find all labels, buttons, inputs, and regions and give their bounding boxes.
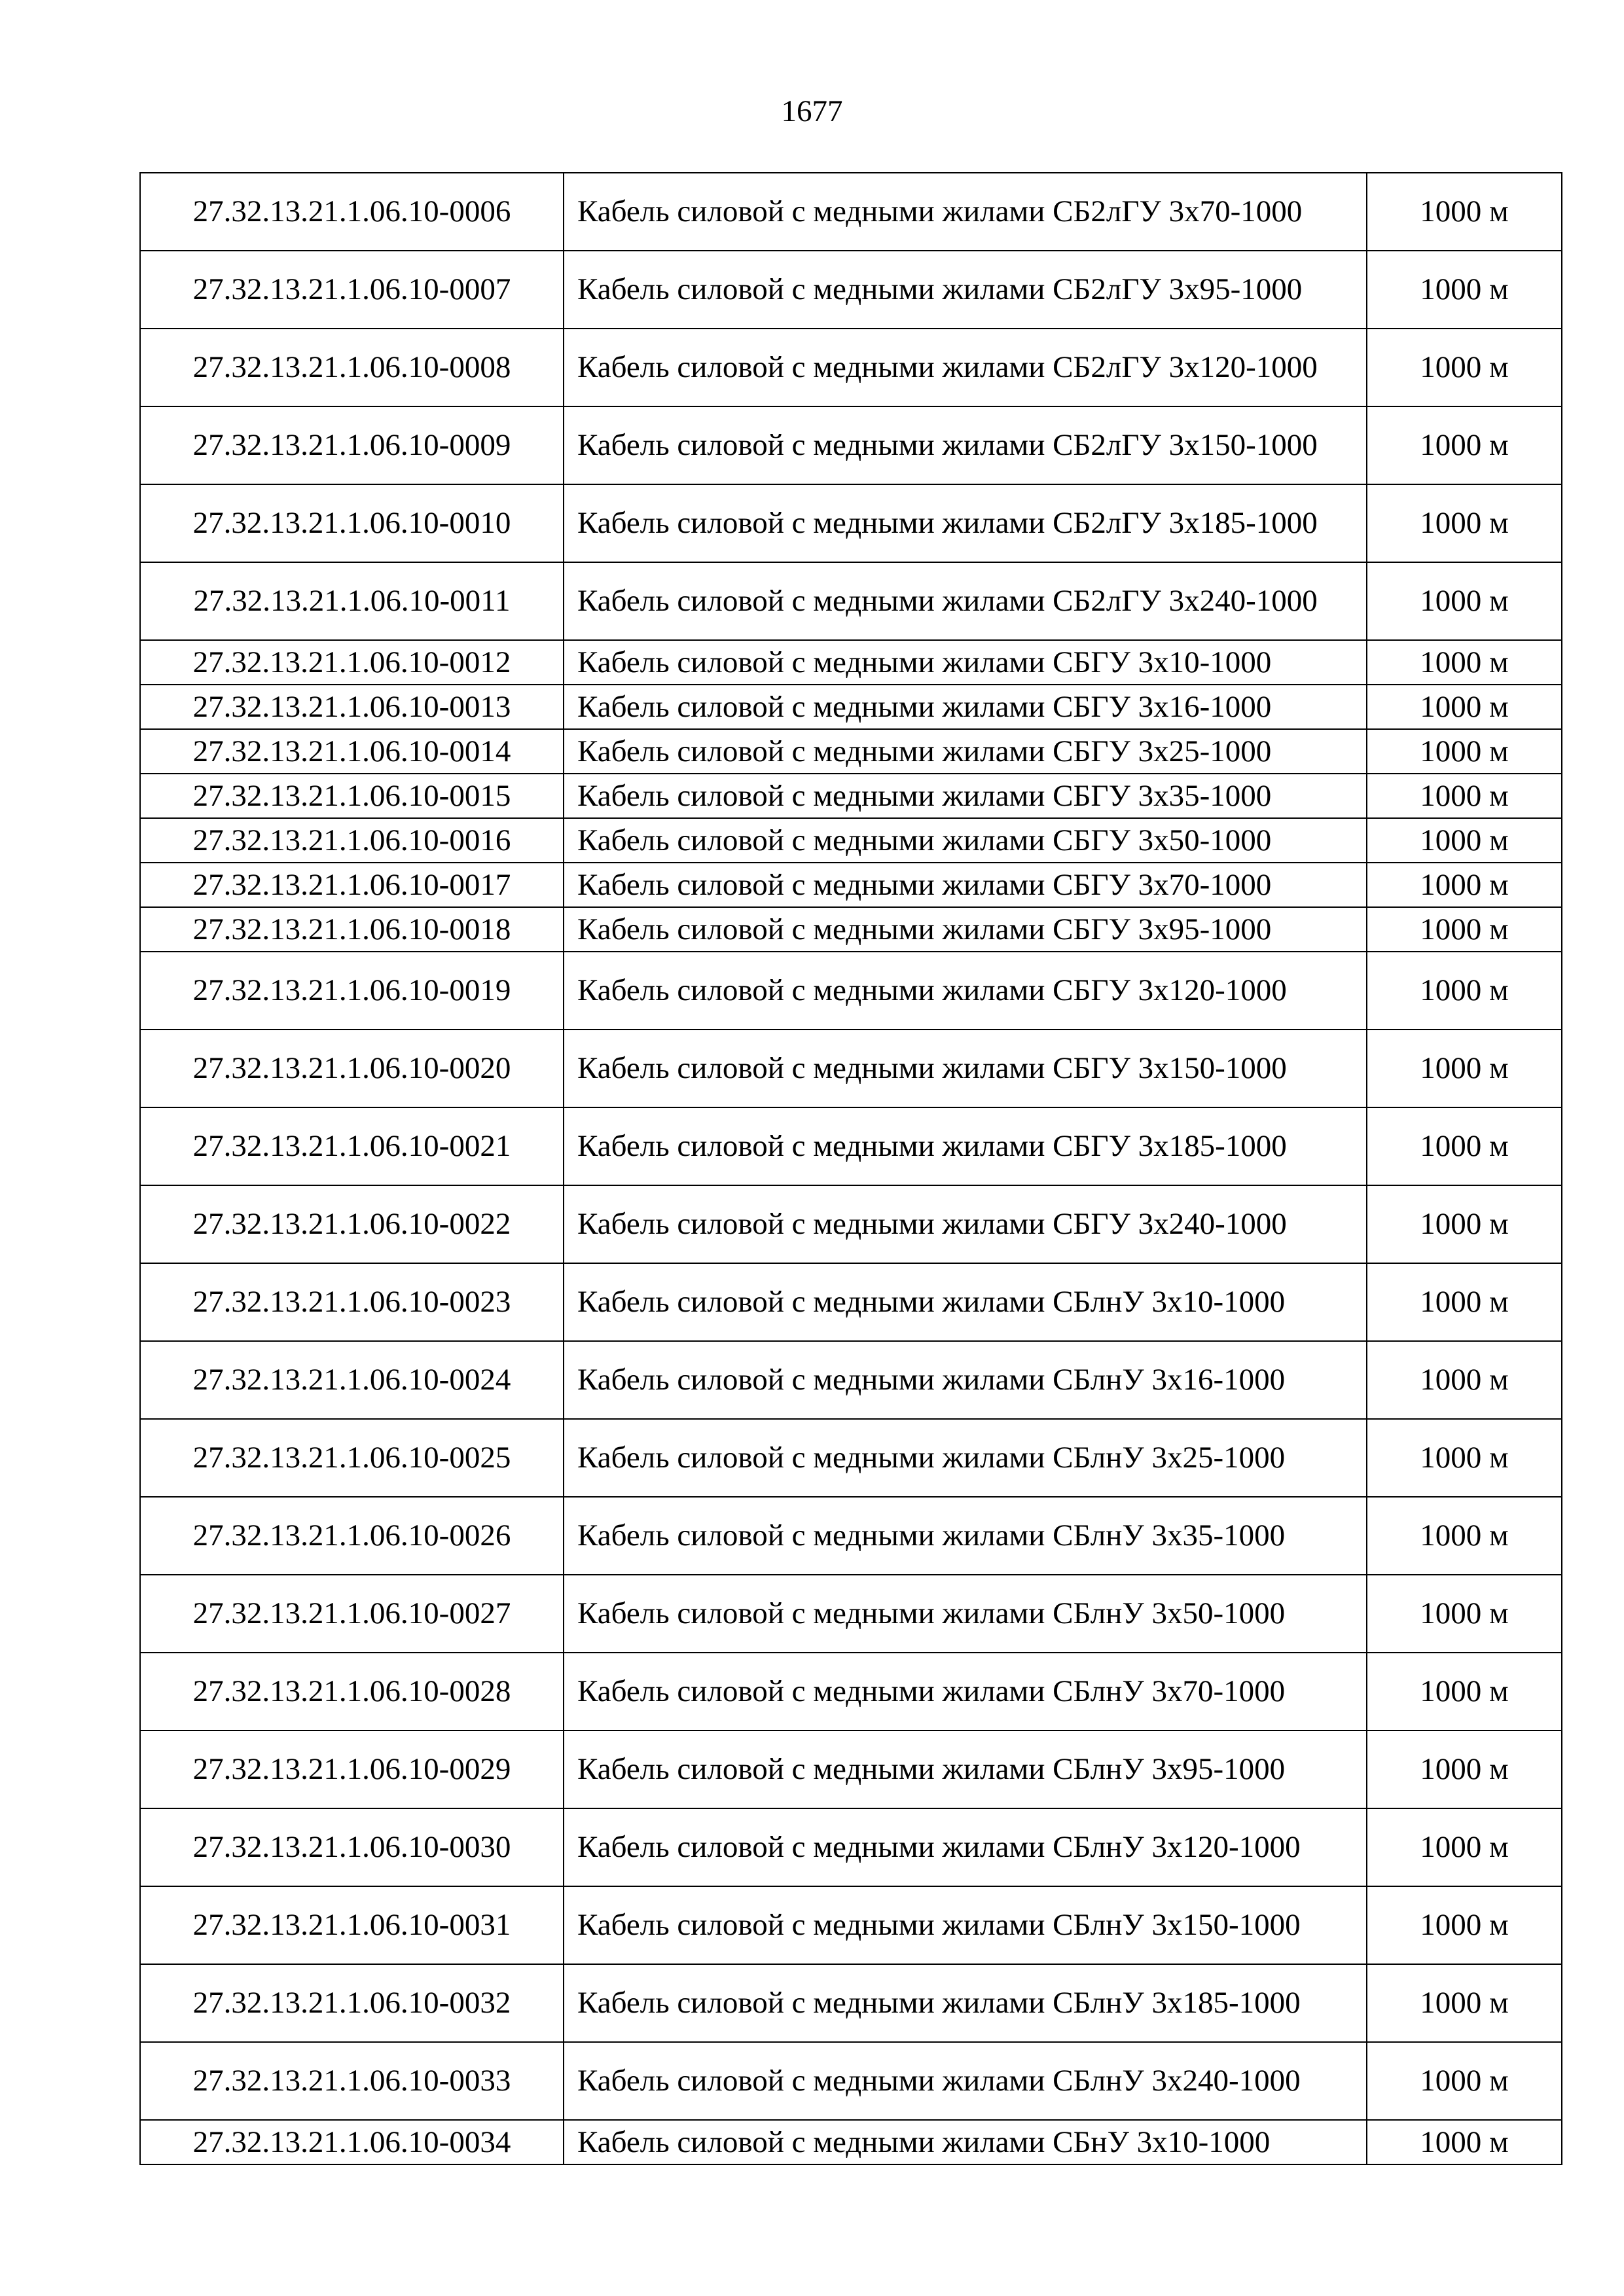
unit-cell: 1000 м (1367, 484, 1562, 562)
resource-description-cell: Кабель силовой с медными жилами СБГУ 3х10-1000 (564, 640, 1367, 685)
resource-code-cell: 27.32.13.21.1.06.10-0020 (140, 1030, 564, 1107)
resource-description-cell: Кабель силовой с медными жилами СБлнУ 3х35-1000 (564, 1497, 1367, 1575)
unit-cell: 1000 м (1367, 562, 1562, 640)
unit-cell: 1000 м (1367, 1575, 1562, 1653)
unit-cell: 1000 м (1367, 640, 1562, 685)
resource-description-cell: Кабель силовой с медными жилами СБ2лГУ 3х240-1000 (564, 562, 1367, 640)
unit-cell: 1000 м (1367, 818, 1562, 863)
resource-description-cell: Кабель силовой с медными жилами СБ2лГУ 3х150-1000 (564, 406, 1367, 484)
resource-description-cell: Кабель силовой с медными жилами СБГУ 3х35-1000 (564, 774, 1367, 818)
resource-code-cell: 27.32.13.21.1.06.10-0008 (140, 329, 564, 406)
resource-table (139, 172, 1562, 2165)
table-row (140, 952, 1562, 1030)
unit-cell: 1000 м (1367, 329, 1562, 406)
page-number: 1677 (781, 94, 843, 128)
unit-cell: 1000 м (1367, 729, 1562, 774)
unit-cell: 1000 м (1367, 251, 1562, 329)
resource-code-cell: 27.32.13.21.1.06.10-0028 (140, 1653, 564, 1731)
resource-code-cell: 27.32.13.21.1.06.10-0033 (140, 2042, 564, 2120)
table-row (140, 1107, 1562, 1185)
resource-description-cell: Кабель силовой с медными жилами СБлнУ 3х95-1000 (564, 1731, 1367, 1808)
resource-code-cell: 27.32.13.21.1.06.10-0013 (140, 685, 564, 729)
resource-code-cell: 27.32.13.21.1.06.10-0025 (140, 1419, 564, 1497)
unit-cell: 1000 м (1367, 1341, 1562, 1419)
resource-description-cell: Кабель силовой с медными жилами СБГУ 3х120-1000 (564, 952, 1367, 1030)
resource-code-cell: 27.32.13.21.1.06.10-0029 (140, 1731, 564, 1808)
unit-cell: 1000 м (1367, 406, 1562, 484)
table-row (140, 907, 1562, 952)
table-row (140, 1731, 1562, 1808)
resource-code-cell: 27.32.13.21.1.06.10-0019 (140, 952, 564, 1030)
unit-cell: 1000 м (1367, 863, 1562, 907)
table-row (140, 173, 1562, 251)
unit-cell: 1000 м (1367, 774, 1562, 818)
resource-description-cell: Кабель силовой с медными жилами СБГУ 3х50-1000 (564, 818, 1367, 863)
table-row (140, 1964, 1562, 2042)
resource-description-cell: Кабель силовой с медными жилами СБГУ 3х240-1000 (564, 1185, 1367, 1263)
table-row (140, 1653, 1562, 1731)
table-row (140, 1419, 1562, 1497)
table-row (140, 685, 1562, 729)
resource-description-cell: Кабель силовой с медными жилами СБ2лГУ 3х120-1000 (564, 329, 1367, 406)
resource-code-cell: 27.32.13.21.1.06.10-0024 (140, 1341, 564, 1419)
resource-description-cell: Кабель силовой с медными жилами СБ2лГУ 3х70-1000 (564, 173, 1367, 251)
table-row (140, 774, 1562, 818)
resource-code-cell: 27.32.13.21.1.06.10-0014 (140, 729, 564, 774)
resource-code-cell: 27.32.13.21.1.06.10-0015 (140, 774, 564, 818)
resource-code-cell: 27.32.13.21.1.06.10-0023 (140, 1263, 564, 1341)
unit-cell: 1000 м (1367, 1497, 1562, 1575)
unit-cell: 1000 м (1367, 1263, 1562, 1341)
resource-description-cell: Кабель силовой с медными жилами СБлнУ 3х10-1000 (564, 1263, 1367, 1341)
table-row (140, 1808, 1562, 1886)
unit-cell: 1000 м (1367, 1964, 1562, 2042)
unit-cell: 1000 м (1367, 1886, 1562, 1964)
resource-code-cell: 27.32.13.21.1.06.10-0016 (140, 818, 564, 863)
resource-description-cell: Кабель силовой с медными жилами СБГУ 3х95-1000 (564, 907, 1367, 952)
resource-code-cell: 27.32.13.21.1.06.10-0007 (140, 251, 564, 329)
table-row (140, 2042, 1562, 2120)
table-row (140, 2120, 1562, 2164)
table-row (140, 729, 1562, 774)
table-row (140, 1886, 1562, 1964)
table-row (140, 251, 1562, 329)
resource-code-cell: 27.32.13.21.1.06.10-0030 (140, 1808, 564, 1886)
resource-description-cell: Кабель силовой с медными жилами СБГУ 3х185-1000 (564, 1107, 1367, 1185)
unit-cell: 1000 м (1367, 907, 1562, 952)
unit-cell: 1000 м (1367, 1731, 1562, 1808)
resource-code-cell: 27.32.13.21.1.06.10-0011 (140, 562, 564, 640)
resource-code-cell: 27.32.13.21.1.06.10-0031 (140, 1886, 564, 1964)
resource-description-cell: Кабель силовой с медными жилами СБГУ 3х150-1000 (564, 1030, 1367, 1107)
unit-cell: 1000 м (1367, 2042, 1562, 2120)
table-body (140, 173, 1562, 2164)
resource-code-cell: 27.32.13.21.1.06.10-0017 (140, 863, 564, 907)
unit-cell: 1000 м (1367, 1808, 1562, 1886)
resource-description-cell: Кабель силовой с медными жилами СБлнУ 3х70-1000 (564, 1653, 1367, 1731)
resource-description-cell: Кабель силовой с медными жилами СБлнУ 3х120-1000 (564, 1808, 1367, 1886)
unit-cell: 1000 м (1367, 1653, 1562, 1731)
resource-code-cell: 27.32.13.21.1.06.10-0018 (140, 907, 564, 952)
resource-code-cell: 27.32.13.21.1.06.10-0010 (140, 484, 564, 562)
table-row (140, 406, 1562, 484)
resource-description-cell: Кабель силовой с медными жилами СБ2лГУ 3х185-1000 (564, 484, 1367, 562)
resource-description-cell: Кабель силовой с медными жилами СБ2лГУ 3х95-1000 (564, 251, 1367, 329)
table-row (140, 1497, 1562, 1575)
table-row (140, 863, 1562, 907)
resource-code-cell: 27.32.13.21.1.06.10-0032 (140, 1964, 564, 2042)
resource-description-cell: Кабель силовой с медными жилами СБГУ 3х70-1000 (564, 863, 1367, 907)
resource-code-cell: 27.32.13.21.1.06.10-0021 (140, 1107, 564, 1185)
resource-description-cell: Кабель силовой с медными жилами СБлнУ 3х185-1000 (564, 1964, 1367, 2042)
table-row (140, 1185, 1562, 1263)
resource-description-cell: Кабель силовой с медными жилами СБГУ 3х25-1000 (564, 729, 1367, 774)
table-row (140, 818, 1562, 863)
unit-cell: 1000 м (1367, 1107, 1562, 1185)
table-row (140, 1030, 1562, 1107)
resource-code-cell: 27.32.13.21.1.06.10-0034 (140, 2120, 564, 2164)
unit-cell: 1000 м (1367, 2120, 1562, 2164)
resource-description-cell: Кабель силовой с медными жилами СБлнУ 3х25-1000 (564, 1419, 1367, 1497)
unit-cell: 1000 м (1367, 1185, 1562, 1263)
resource-description-cell: Кабель силовой с медными жилами СБГУ 3х16-1000 (564, 685, 1367, 729)
table-row (140, 1575, 1562, 1653)
unit-cell: 1000 м (1367, 952, 1562, 1030)
resource-description-cell: Кабель силовой с медными жилами СБлнУ 3х240-1000 (564, 2042, 1367, 2120)
table-row (140, 484, 1562, 562)
unit-cell: 1000 м (1367, 173, 1562, 251)
resource-description-cell: Кабель силовой с медными жилами СБнУ 3х10-1000 (564, 2120, 1367, 2164)
resource-description-cell: Кабель силовой с медными жилами СБлнУ 3х16-1000 (564, 1341, 1367, 1419)
resource-description-cell: Кабель силовой с медными жилами СБлнУ 3х50-1000 (564, 1575, 1367, 1653)
unit-cell: 1000 м (1367, 1030, 1562, 1107)
resource-code-cell: 27.32.13.21.1.06.10-0006 (140, 173, 564, 251)
resource-description-cell: Кабель силовой с медными жилами СБлнУ 3х150-1000 (564, 1886, 1367, 1964)
unit-cell: 1000 м (1367, 685, 1562, 729)
unit-cell: 1000 м (1367, 1419, 1562, 1497)
resource-code-cell: 27.32.13.21.1.06.10-0012 (140, 640, 564, 685)
table-row (140, 1263, 1562, 1341)
table-row (140, 329, 1562, 406)
resource-code-cell: 27.32.13.21.1.06.10-0009 (140, 406, 564, 484)
table-row (140, 1341, 1562, 1419)
resource-code-cell: 27.32.13.21.1.06.10-0027 (140, 1575, 564, 1653)
resource-code-cell: 27.32.13.21.1.06.10-0026 (140, 1497, 564, 1575)
table-row (140, 562, 1562, 640)
table-row (140, 640, 1562, 685)
resource-code-cell: 27.32.13.21.1.06.10-0022 (140, 1185, 564, 1263)
